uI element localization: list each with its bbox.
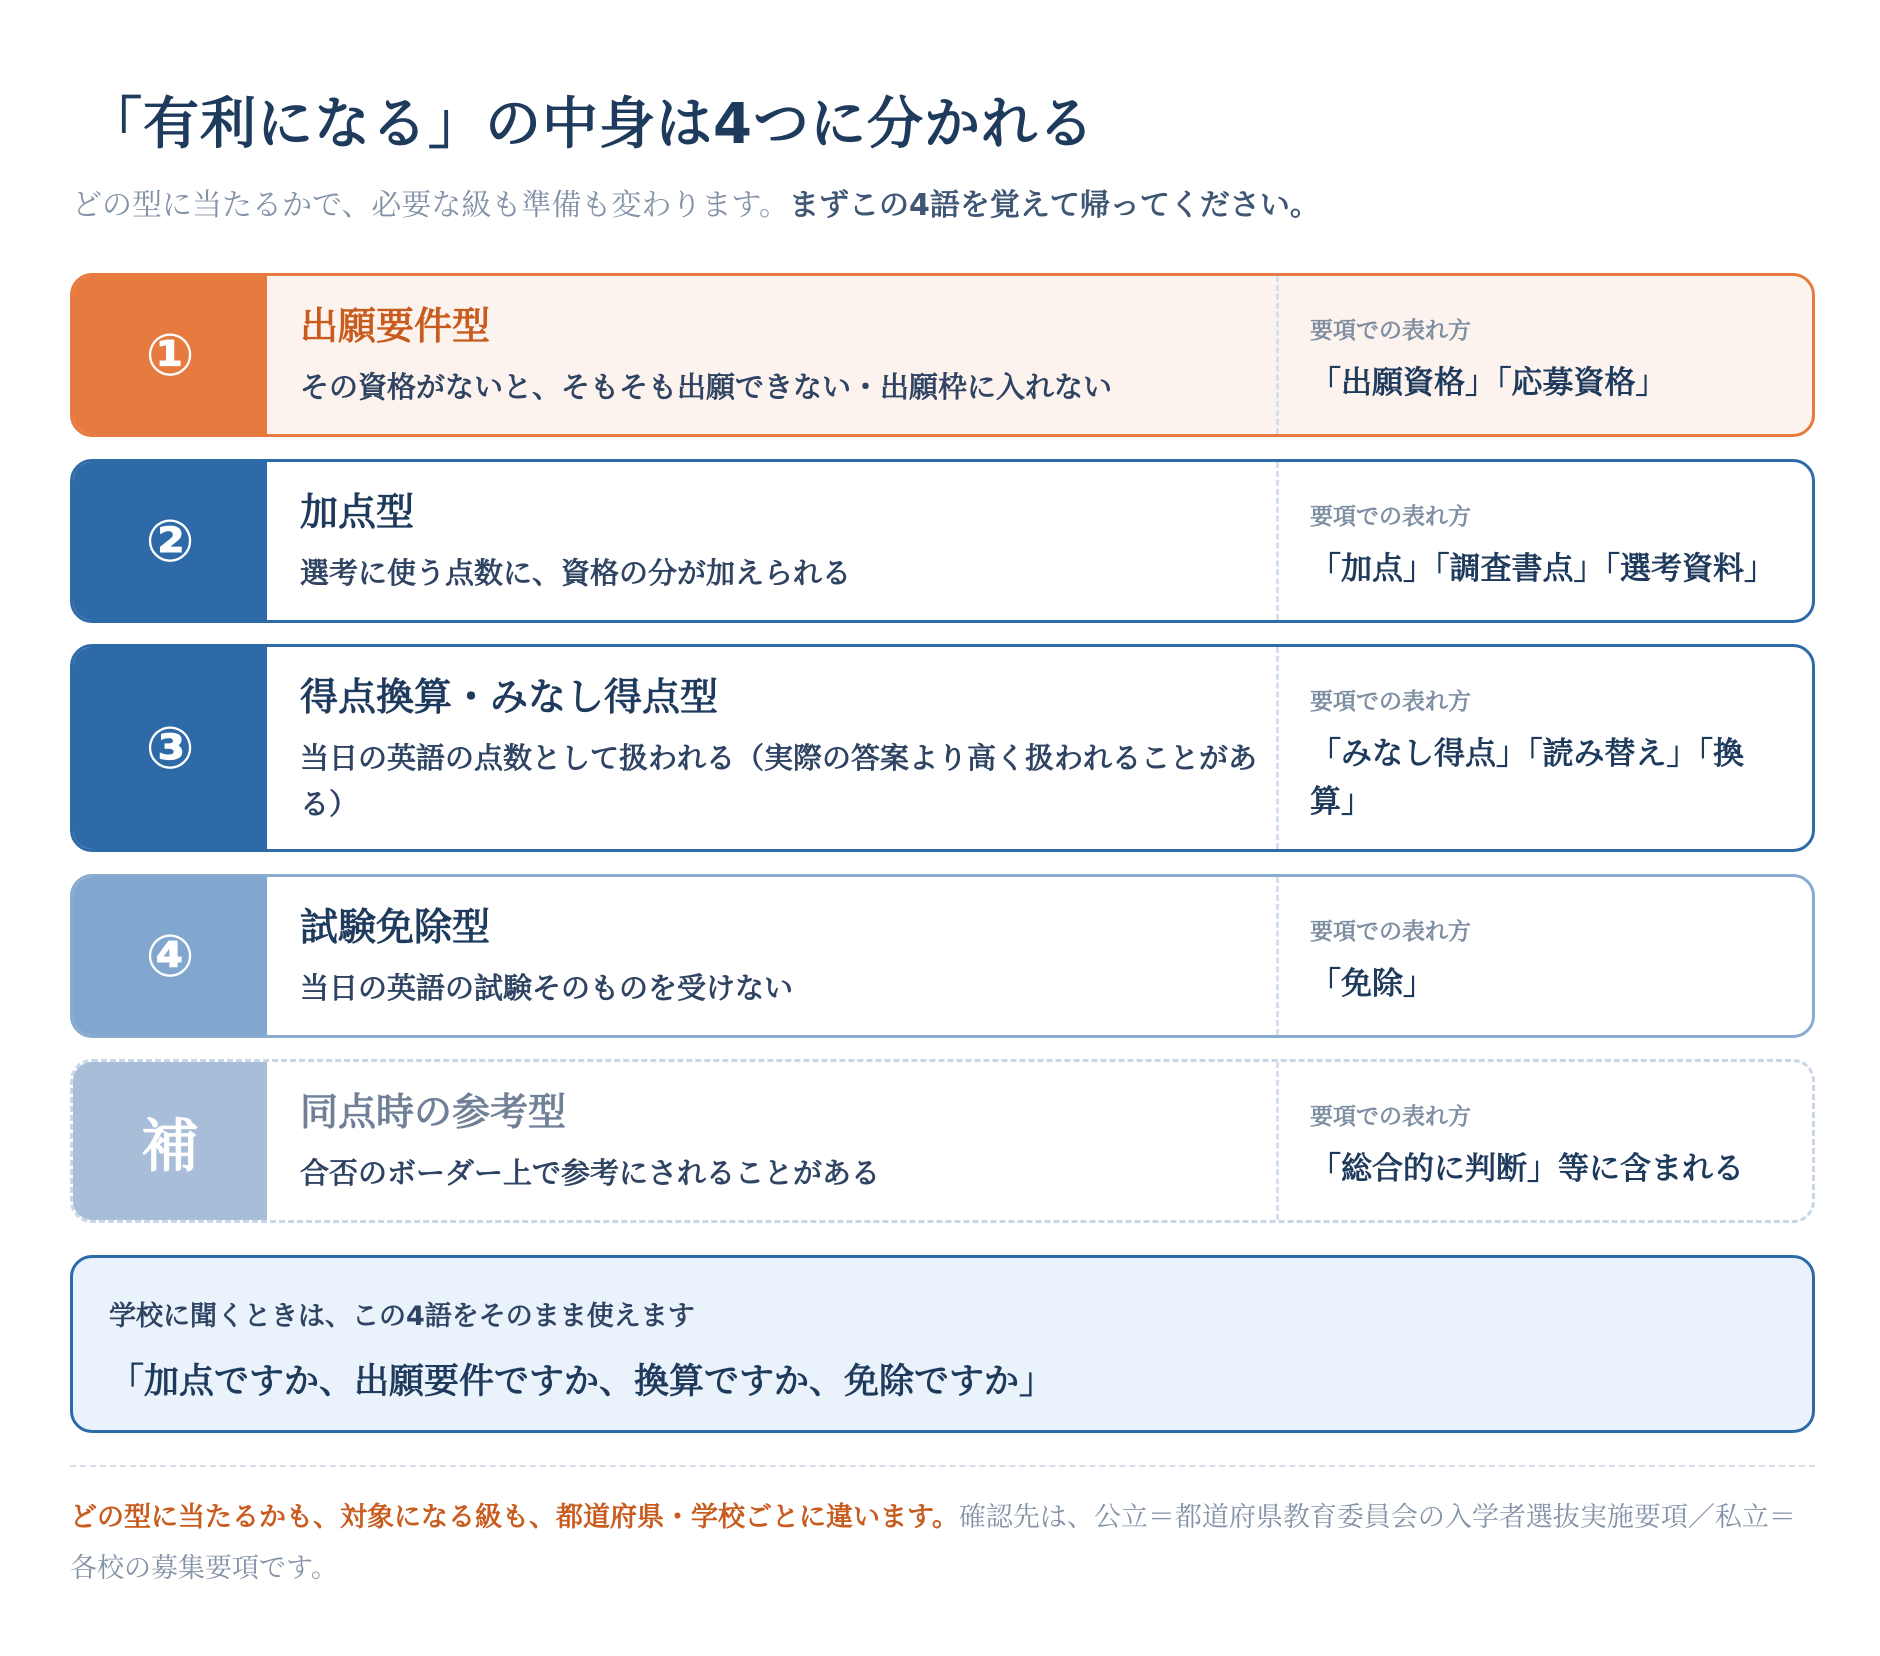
type-description: 当日の英語の試験そのものを受けない xyxy=(300,970,794,1005)
type-description: 選考に使う点数に、資格の分が加えられる xyxy=(300,555,852,590)
type-name: 同点時の参考型 xyxy=(300,1090,567,1134)
expression-value: 「免除」 xyxy=(1310,966,1434,1002)
type-card-exam-exemption xyxy=(70,874,1815,1038)
type-name: 出願要件型 xyxy=(300,304,491,348)
card-divider xyxy=(1276,647,1279,849)
dashed-divider xyxy=(70,1465,1815,1467)
expression-label: 要項での表れ方 xyxy=(1310,318,1471,344)
expression-label: 要項での表れ方 xyxy=(1310,689,1471,715)
page-title: 「有利になる」の中身は4つに分かれる xyxy=(86,92,1095,157)
expression-value: 「総合的に判断」等に含まれる xyxy=(1310,1151,1744,1187)
type-description: 当日の英語の点数として扱われる（実際の答案より高く扱われることがある） xyxy=(300,740,1258,821)
footnote-warning: どの型に当たるかも、対象になる級も、都道府県・学校ごとに違います。 xyxy=(70,1502,959,1533)
type-description: 合否のボーダー上で参考にされることがある xyxy=(300,1155,881,1190)
expression-label: 要項での表れ方 xyxy=(1310,1104,1471,1130)
type-description: その資格がないと、そもそも出願できない・出願枠に入れない xyxy=(300,369,1113,404)
type-card-bonus-points xyxy=(70,459,1815,623)
subtitle-strong: まずこの4語を覚えて帰ってください。 xyxy=(789,188,1320,223)
type-card-application-requirement xyxy=(70,273,1815,437)
type-name: 加点型 xyxy=(300,490,415,534)
expression-label: 要項での表れ方 xyxy=(1310,919,1471,945)
type-badge: ② xyxy=(73,462,267,620)
subtitle-normal: どの型に当たるかで、必要な級も準備も変わります。 xyxy=(72,188,789,223)
card-divider xyxy=(1276,1062,1279,1220)
type-card-tiebreak-reference xyxy=(70,1059,1815,1223)
type-badge: ③ xyxy=(73,647,267,849)
footnote-text: 確認先は、公立＝都道府県教育委員会の入学者選抜実施要項／私立＝各校の募集要項です。 xyxy=(70,1502,1796,1585)
footnote xyxy=(70,1492,1815,1595)
type-badge: ① xyxy=(73,276,267,434)
type-badge: ④ xyxy=(73,877,267,1035)
type-name: 得点換算・みなし得点型 xyxy=(300,675,719,719)
card-divider xyxy=(1276,877,1279,1035)
ask-school-callout xyxy=(70,1255,1815,1433)
type-badge: 補 xyxy=(73,1062,267,1220)
type-name: 試験免除型 xyxy=(300,905,491,949)
expression-value: 「加点」「調査書点」「選考資料」 xyxy=(1310,551,1775,587)
expression-value: 「みなし得点」「読み替え」「換算」 xyxy=(1310,736,1744,821)
expression-value: 「出願資格」「応募資格」 xyxy=(1310,365,1667,401)
callout-quote: 「加点ですか、出願要件ですか、換算ですか、免除ですか」 xyxy=(109,1362,1055,1402)
subtitle xyxy=(72,180,1320,224)
expression-label: 要項での表れ方 xyxy=(1310,504,1471,530)
callout-lead: 学校に聞くときは、この4語をそのまま使えます xyxy=(109,1301,695,1332)
card-divider xyxy=(1276,276,1279,434)
type-card-score-conversion xyxy=(70,644,1815,852)
card-divider xyxy=(1276,462,1279,620)
